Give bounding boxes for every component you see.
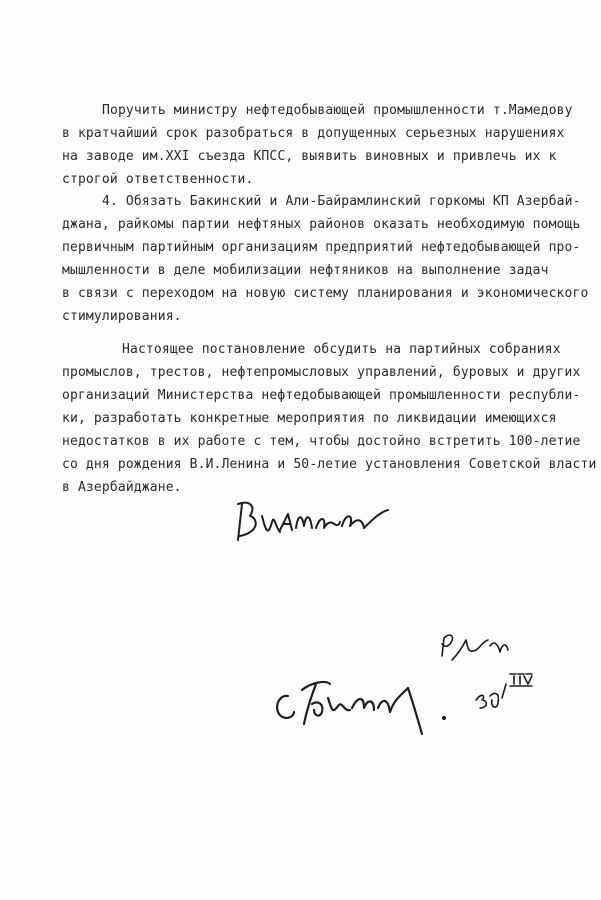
signature-2 <box>268 660 458 740</box>
text-line: промыслов, трестов, нефтепромысловых управлений, буровых и других <box>62 365 581 380</box>
text-line: организаций Министерства нефтедобывающей промышленности республи- <box>62 388 581 403</box>
text-line: Настоящее постановление обсудить на партийных собраниях <box>122 342 561 357</box>
text-line: недостатков в их работе с тем, чтобы достойно встретить 100-летие <box>62 434 581 449</box>
text-line: Поручить министру нефтедобывающей промышленности т.Мамедову <box>102 103 573 118</box>
text-line: в Азербайджане. <box>62 480 182 495</box>
text-line: джана, райкомы партии нефтяных районов оказать необходимую помощь <box>62 217 581 232</box>
text-line: мышленности в деле мобилизации нефтяников на выполнение задач <box>62 263 549 278</box>
text-line: со дня рождения В.И.Ленина и 50-летие установления Советской власти <box>62 457 597 472</box>
text-line: в кратчайший срок разобраться в допущенных серьезных нарушениях <box>62 126 565 141</box>
signature-1 <box>232 492 402 552</box>
text-line: стимулирования. <box>62 309 182 324</box>
text-line: строгой ответственности. <box>62 172 254 187</box>
text-line: ки, разработать конкретные мероприятия по ликвидации имеющихся <box>62 411 557 426</box>
text-line: 4. Обязать Бакинский и Али-Байрамлинский горкомы КП Азербай- <box>102 194 581 209</box>
handwritten-annotation <box>436 630 546 725</box>
text-line: на заводе им.XXI съезда КПСС, выявить виновных и привлечь их к <box>62 149 557 164</box>
text-line: первичным партийным организациям предприятий нефтедобывающей про- <box>62 240 581 255</box>
text-line: в связи с переходом на новую систему планирования и экономического <box>62 286 589 301</box>
